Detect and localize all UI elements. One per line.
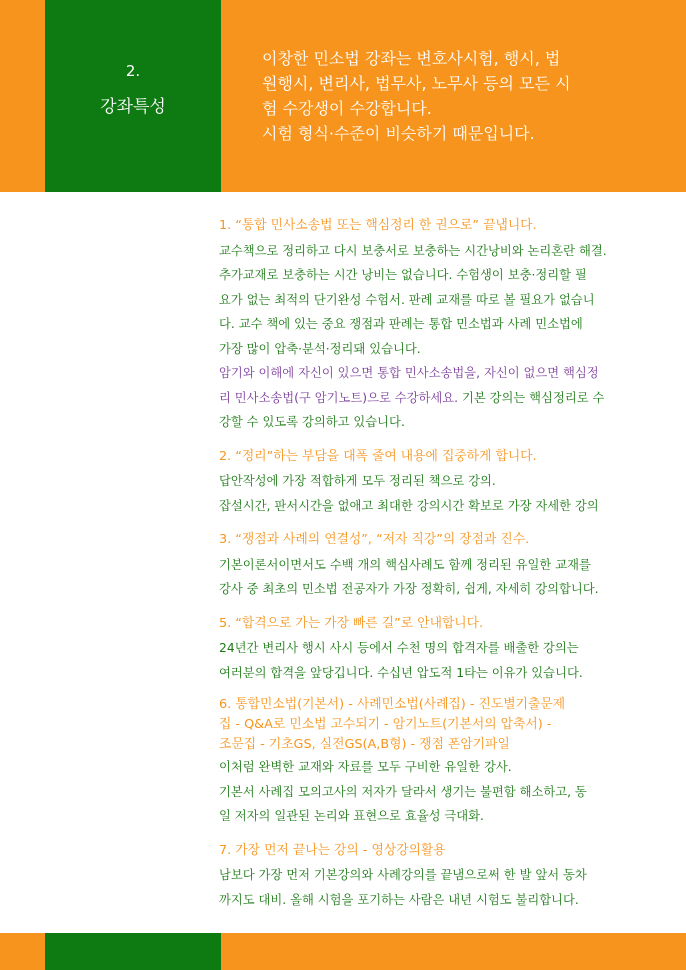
intro-line: 이창한 민소법 강좌는 변호사시험, 행시, 법 [262,49,561,68]
feature-text: 교수책으로 정리하고 다시 보충서로 보충하는 시간낭비와 논리혼란 해결. [219,243,607,258]
feature-item-1 [219,214,679,435]
intro-line: 원행시, 변리사, 법무사, 노무사 등의 모든 시 [262,74,571,93]
feature-heading: 6. 통합민소법(기본서) - 사례민소법(사례집) - 진도별기출문제 [219,697,566,712]
footer-accent [45,933,221,970]
feature-heading: 3. “쟁점과 사례의 연결성”, “저자 직강”의 장점과 진수. [219,532,530,547]
feature-text-highlight: 리 민사소송법(구 암기노트)으로 수강하세요. [219,390,459,405]
feature-text: 가장 많이 압축·분석·정리돼 있습니다. [219,341,421,356]
feature-text-highlight: 암기와 이해에 자신이 있으면 통합 민사소송법을, 자신이 없으면 핵심정 [219,366,599,380]
feature-text: 추가교재로 보충하는 시간 낭비는 없습니다. 수험생이 보충·정리할 필 [219,268,587,282]
feature-item-7 [219,839,679,913]
feature-text: 답안작성에 가장 적합하게 모두 정리된 책으로 강의. [219,474,496,488]
feature-text: 다. 교수 책에 있는 중요 쟁점과 판례는 통합 민소법과 사례 민소법에 [219,317,583,331]
section-number: 2. [125,62,141,80]
feature-text-mixed [219,386,679,411]
feature-item-2 [219,445,679,519]
feature-heading: 1. “통합 민사소송법 또는 핵심정리 한 권으로” 끝냅니다. [219,218,537,233]
feature-text: 기본 강의는 핵심정리로 수 [458,390,605,405]
feature-text: 강사 중 최초의 민소법 전공자가 가장 정확히, 쉽게, 자세히 강의합니다. [219,582,599,596]
intro-line: 시험 형식·수준이 비슷하기 때문입니다. [262,124,535,143]
intro-text [262,46,637,146]
feature-text: 24년간 변리사 행시 사시 등에서 수천 명의 합격자를 배출한 강의는 [219,641,579,655]
feature-text: 요가 없는 최적의 단기완성 수험서. 판례 교재를 따로 볼 필요가 없습니 [219,292,595,307]
feature-heading: 5. “합격으로 가는 가장 빠른 길”로 안내합니다. [219,615,484,631]
feature-text: 강할 수 있도록 강의하고 있습니다. [219,415,405,429]
feature-item-5 [219,612,679,686]
feature-heading: 조문집 - 기초GS, 실전GS(A,B형) - 쟁점 폰암기파일 [219,737,510,752]
feature-text: 남보다 가장 먼저 기본강의와 사례강의를 끝냄으로써 한 발 앞서 동차 [219,868,587,882]
feature-list [219,214,679,922]
feature-text: 일 저자의 일관된 논리와 표현으로 효율성 극대화. [219,809,484,823]
feature-heading: 집 - Q&A로 민소법 고수되기 - 암기노트(기본서의 압축서) - [219,717,552,732]
intro-line: 험 수강생이 수강합니다. [262,99,432,118]
feature-text: 이처럼 완벽한 교재와 자료를 모두 구비한 유일한 강사. [219,760,512,774]
feature-item-6 [219,695,679,829]
feature-text: 여러분의 합격을 앞당깁니다. 수십년 압도적 1타는 이유가 있습니다. [219,665,583,680]
feature-heading: 2. “정리”하는 부담을 대폭 줄여 내용에 집중하게 합니다. [219,448,537,464]
feature-text: 잡설시간, 판서시간을 없애고 최대한 강의시간 확보로 가장 자세한 강의 [219,498,599,513]
feature-text: 기본서 사례집 모의고사의 저자가 달라서 생기는 불편함 해소하고, 동 [219,784,587,799]
section-title: 강좌특성 [100,97,166,117]
feature-text: 까지도 대비. 올해 시험을 포기하는 사람은 내년 시험도 불리합니다. [219,892,579,907]
feature-text: 기본이론서이면서도 수백 개의 핵심사례도 함께 정리된 유일한 교재를 [219,557,591,572]
feature-heading: 7. 가장 먼저 끝나는 강의 - 영상강의활용 [219,842,446,858]
feature-item-3 [219,528,679,602]
